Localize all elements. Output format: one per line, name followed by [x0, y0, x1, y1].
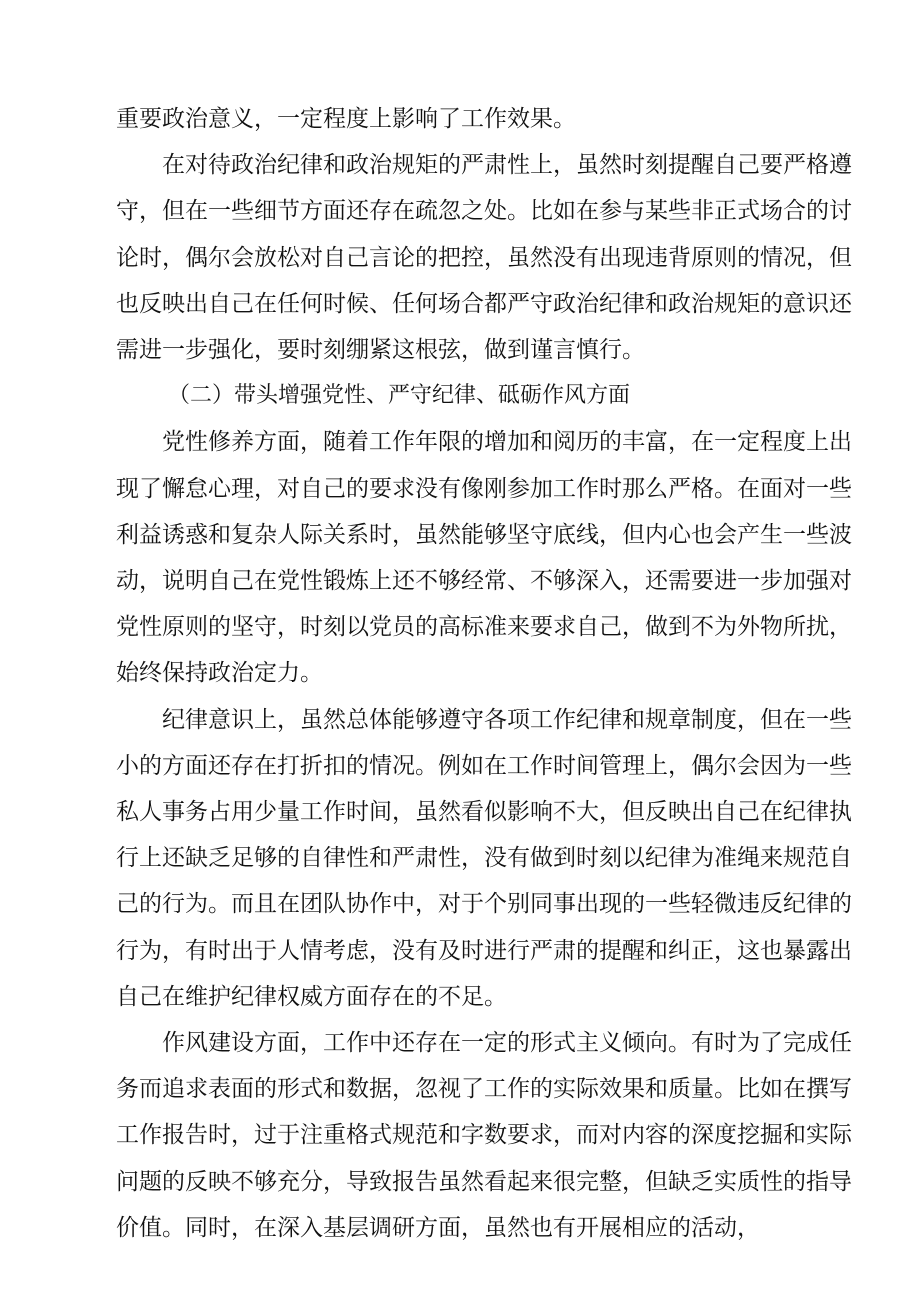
- section-heading: （二）带头增强党性、严守纪律、砥砺作风方面: [168, 383, 631, 409]
- paragraph-work-style: 作风建设方面，工作中还存在一定的形式主义倾向。有时为了完成任务而追求表面的形式和数据，忽视了工作的实际效果和质量。比如在撰写工作报告时，过于注重格式规范和字数要求，而对内容的深度挖掘和实际问题的反映不够充分，导致报告虽然看起来很完整，但缺乏实质性的指导价值。同时，在深入基层调研方面，虽然也有开展相应的活动，: [116, 1030, 852, 1241]
- paragraph-continuation: 重要政治意义，一定程度上影响了工作效果。: [116, 106, 576, 132]
- paragraph-political-discipline: 在对待政治纪律和政治规矩的严肃性上，虽然时刻提醒自己要严格遵守，但在一些细节方面还存在疏忽之处。比如在参与某些非正式场合的讨论时，偶尔会放松对自己言论的把控，虽然没有出现违背原则的情况，但也反映出自己在任何时候、任何场合都严守政治纪律和政治规矩的意识还需进一步强化，要时刻绷紧这根弦，做到谨言慎行。: [116, 152, 852, 364]
- document-body: [116, 96, 852, 1251]
- paragraph-discipline-awareness: 纪律意识上，虽然总体能够遵守各项工作纪律和规章制度，但在一些小的方面还存在打折扣的情况。例如在工作时间管理上，偶尔会因为一些私人事务占用少量工作时间，虽然看似影响不大，但反映出自己在纪律执行上还缺乏足够的自律性和严肃性，没有做到时刻以纪律为准绳来规范自己的行为。而且在团队协作中，对于个别同事出现的一些轻微违反纪律的行为，有时出于人情考虑，没有及时进行严肃的提醒和纠正，这也暴露出自己在维护纪律权威方面存在的不足。: [116, 706, 852, 1010]
- paragraph-party-spirit: 党性修养方面，随着工作年限的增加和阅历的丰富，在一定程度上出现了懈怠心理，对自己的要求没有像刚参加工作时那么严格。在面对一些利益诱惑和复杂人际关系时，虽然能够坚守底线，但内心也会产生一些波动，说明自己在党性锻炼上还不够经常、不够深入，还需要进一步加强对党性原则的坚守，时刻以党员的高标准来要求自己，做到不为外物所扰，始终保持政治定力。: [116, 429, 852, 687]
